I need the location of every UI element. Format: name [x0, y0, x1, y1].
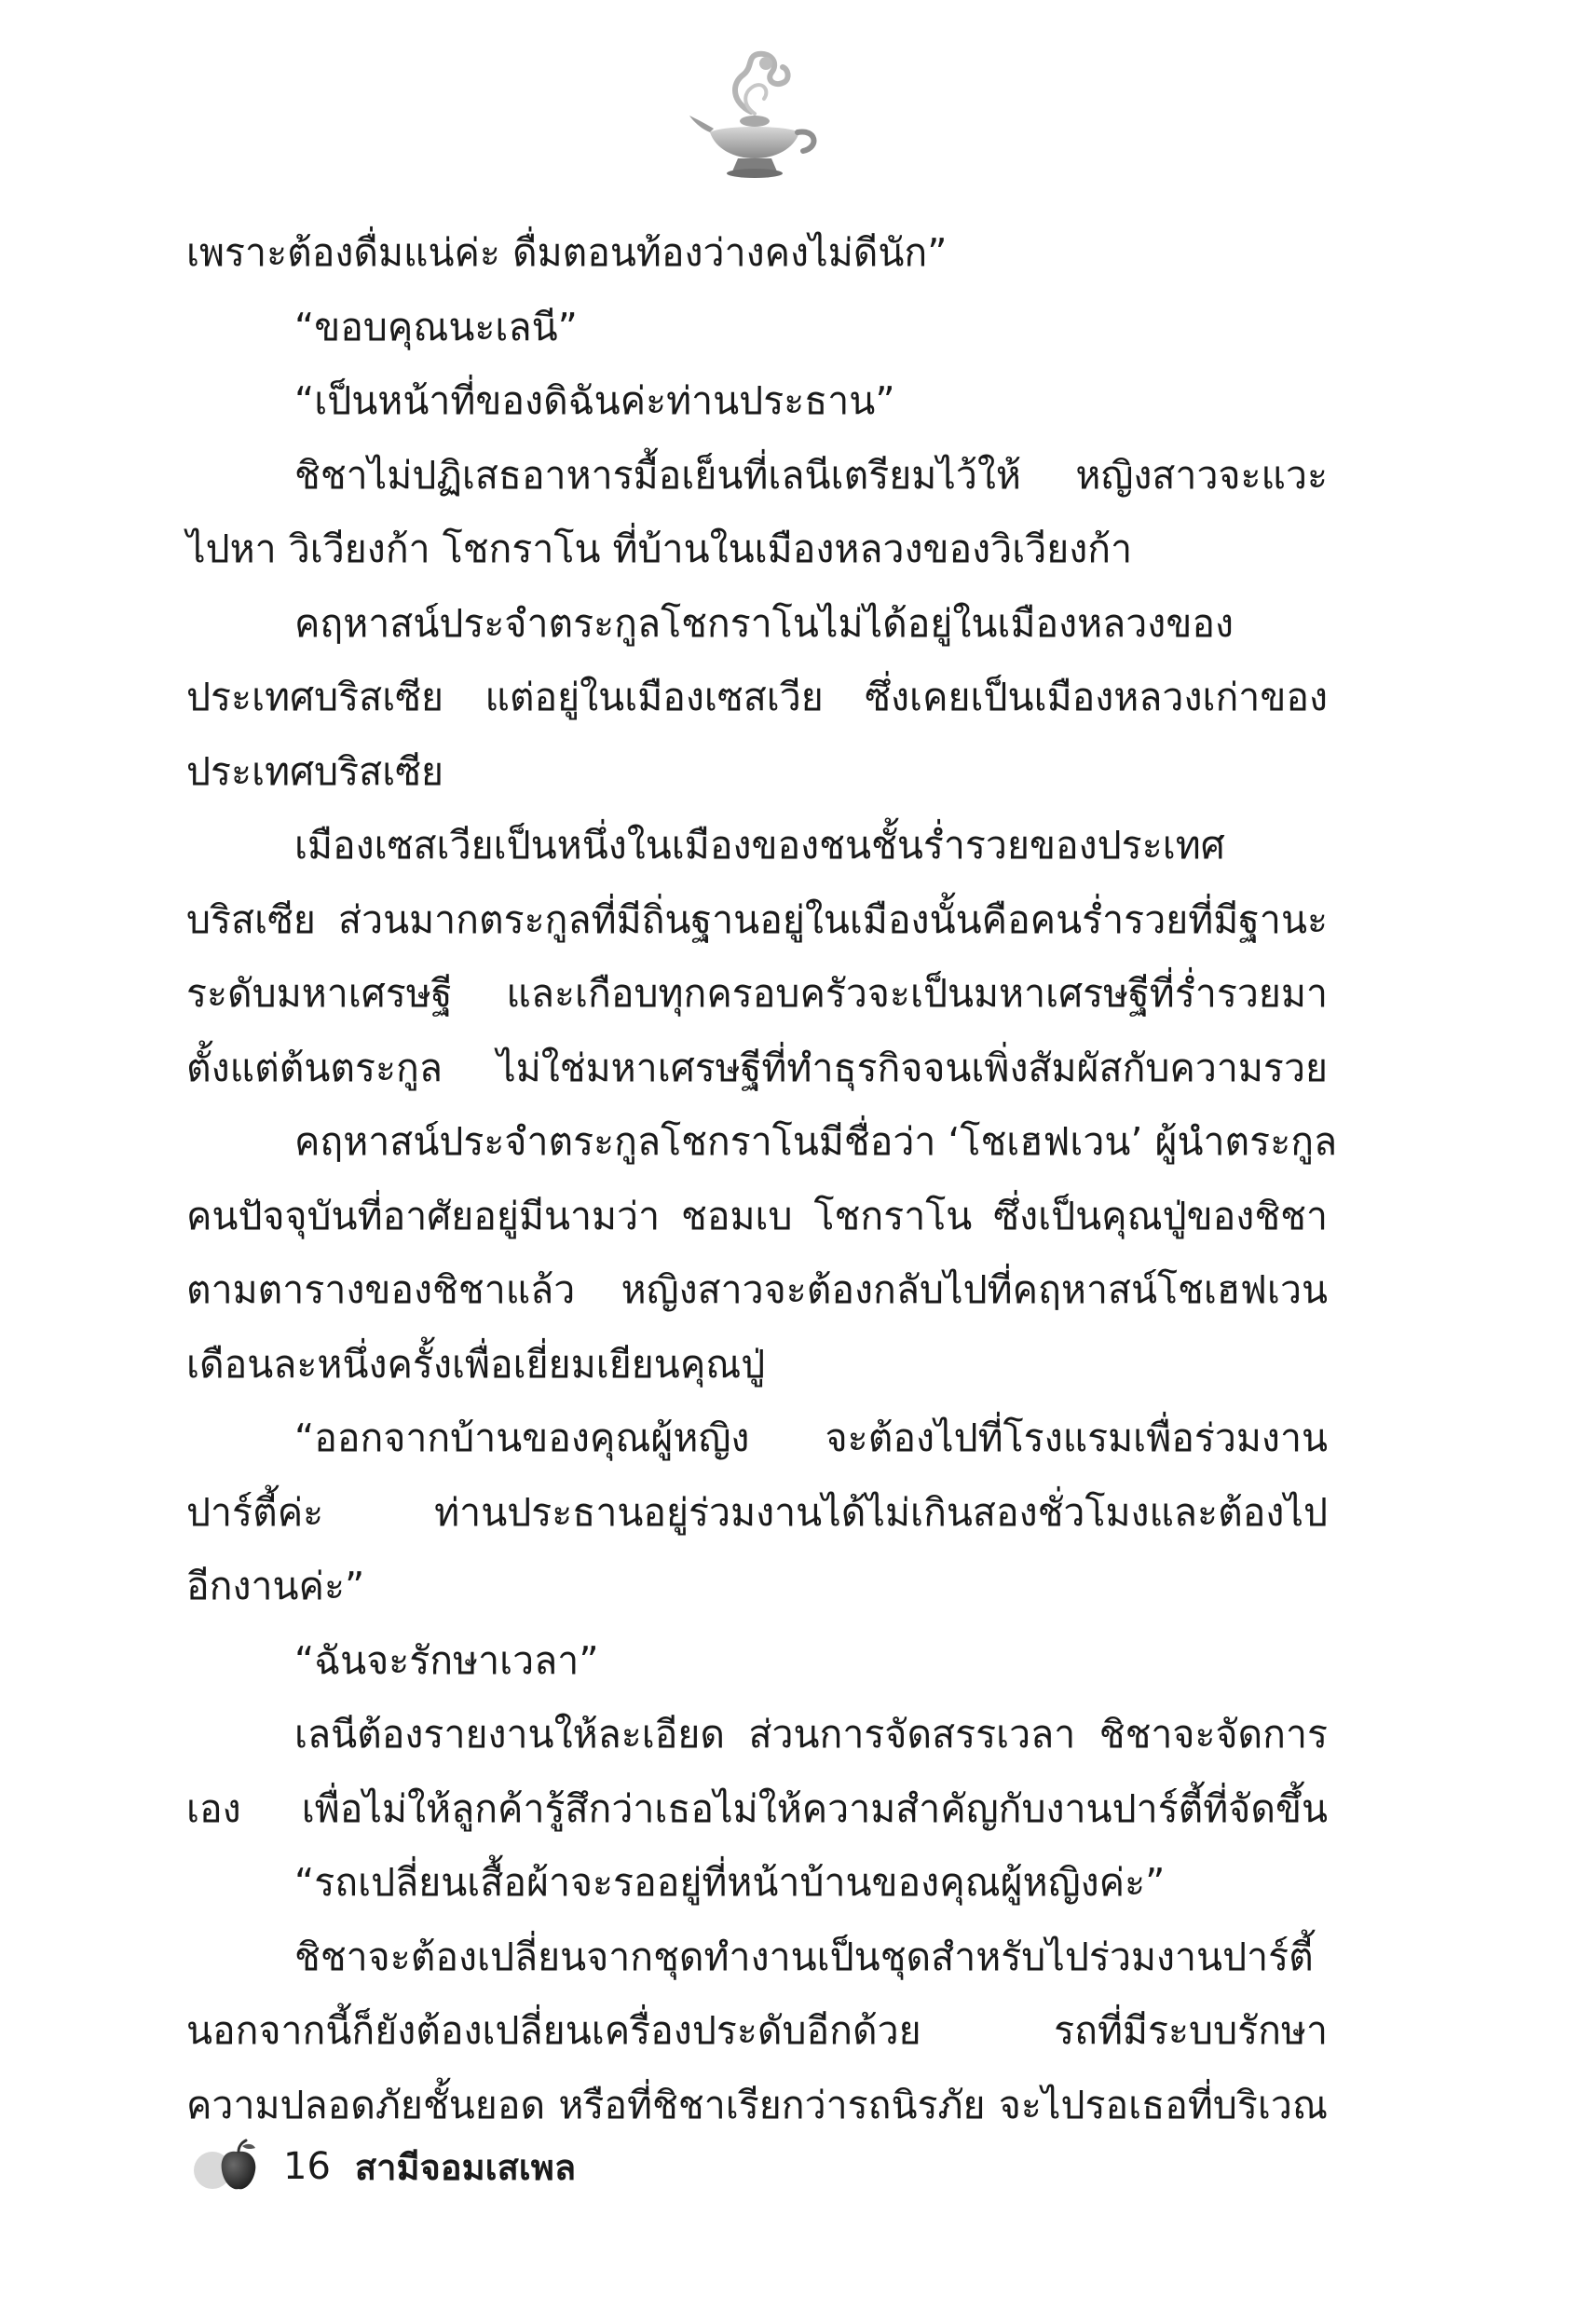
text-line: ประเทศบริสเซีย: [186, 748, 444, 794]
genie-lamp-icon: [686, 47, 824, 186]
text-line: บริสเซีย ส่วนมากตระกูลที่มีถิ่นฐานอยู่ในเมืองนั้นคือคนร่ำรวยที่มีฐานะ: [186, 896, 1328, 942]
text-line: ชิชาไม่ปฏิเสธอาหารมื้อเย็นที่เลนีเตรียมไว้ให้ หญิงสาวจะแวะ: [294, 452, 1328, 498]
page-number: 16: [283, 2145, 331, 2188]
text-line: ประเทศบริสเซีย แต่อยู่ในเมืองเซสเวีย ซึ่งเคยเป็นเมืองหลวงเก่าของ: [186, 675, 1328, 719]
text-line: “รถเปลี่ยนเสื้อผ้าจะรออยู่ที่หน้าบ้านของคุณผู้หญิงค่ะ”: [294, 1860, 1166, 1905]
text-line: “ขอบคุณนะเลนี”: [294, 304, 578, 349]
book-title: สามีจอมเสเพล: [354, 2146, 577, 2188]
text-line: ความปลอดภัยชั้นยอด หรือที่ชิชาเรียกว่ารถนิรภัย จะไปรอเธอที่บริเวณ: [186, 2082, 1328, 2127]
apple-icon: [186, 2139, 261, 2195]
text-line: คฤหาสน์ประจำตระกูลโชกราโนมีชื่อว่า ‘โชเฮฟเวน’ ผู้นำตระกูล: [294, 1119, 1338, 1164]
text-line: นอกจากนี้ก็ยังต้องเปลี่ยนเครื่องประดับอีกด้วย รถที่มีระบบรักษา: [186, 2008, 1328, 2053]
text-line: ชิชาจะต้องเปลี่ยนจากชุดทำงานเป็นชุดสำหรับไปร่วมงานปาร์ตี้: [294, 1934, 1314, 1979]
text-line: เดือนละหนึ่งครั้งเพื่อเยี่ยมเยียนคุณปู่: [186, 1341, 766, 1387]
text-line: เพราะต้องดื่มแน่ค่ะ ดื่มตอนท้องว่างคงไม่ดีนัก”: [186, 230, 948, 275]
text-line: “ออกจากบ้านของคุณผู้หญิง จะต้องไปที่โรงแรมเพื่อร่วมงาน: [294, 1415, 1328, 1460]
text-line: ระดับมหาเศรษฐี และเกือบทุกครอบครัวจะเป็นมหาเศรษฐีที่ร่ำรวยมา: [186, 971, 1328, 1016]
text-line: คนปัจจุบันที่อาศัยอยู่มีนามว่า ชอมเบ โชกราโน ซึ่งเป็นคุณปู่ของชิชา: [186, 1193, 1328, 1238]
text-line: ปาร์ตี้ค่ะ ท่านประธานอยู่ร่วมงานได้ไม่เกินสองชั่วโมงและต้องไป: [186, 1489, 1328, 1535]
text-line: ตั้งแต่ต้นตระกูล ไม่ใช่มหาเศรษฐีที่ทำธุรกิจจนเพิ่งสัมผัสกับความรวย: [186, 1045, 1328, 1090]
text-line: คฤหาสน์ประจำตระกูลโชกราโนไม่ได้อยู่ในเมืองหลวงของ: [294, 600, 1234, 646]
page-footer: [186, 2134, 576, 2199]
text-line: เมืองเซสเวียเป็นหนึ่งในเมืองของชนชั้นร่ำรวยของประเทศ: [294, 823, 1225, 868]
text-line: อีกงานค่ะ”: [186, 1564, 365, 1608]
text-line: ตามตารางของชิชาแล้ว หญิงสาวจะต้องกลับไปที่คฤหาสน์โชเฮฟเวน: [186, 1267, 1328, 1312]
text-line: ไปหา วิเวียงก้า โชกราโน ที่บ้านในเมืองหลวงของวิเวียงก้า: [186, 526, 1133, 571]
text-line: เลนีต้องรายงานให้ละเอียด ส่วนการจัดสรรเวลา ชิชาจะจัดการ: [294, 1712, 1328, 1757]
page-body: [186, 216, 1338, 2142]
text-line: “ฉันจะรักษาเวลา”: [294, 1637, 599, 1683]
text-line: “เป็นหน้าที่ของดิฉันค่ะท่านประธาน”: [294, 378, 895, 423]
text-line: เอง เพื่อไม่ให้ลูกค้ารู้สึกว่าเธอไม่ให้ความสำคัญกับงานปาร์ตี้ที่จัดขึ้น: [186, 1785, 1328, 1831]
